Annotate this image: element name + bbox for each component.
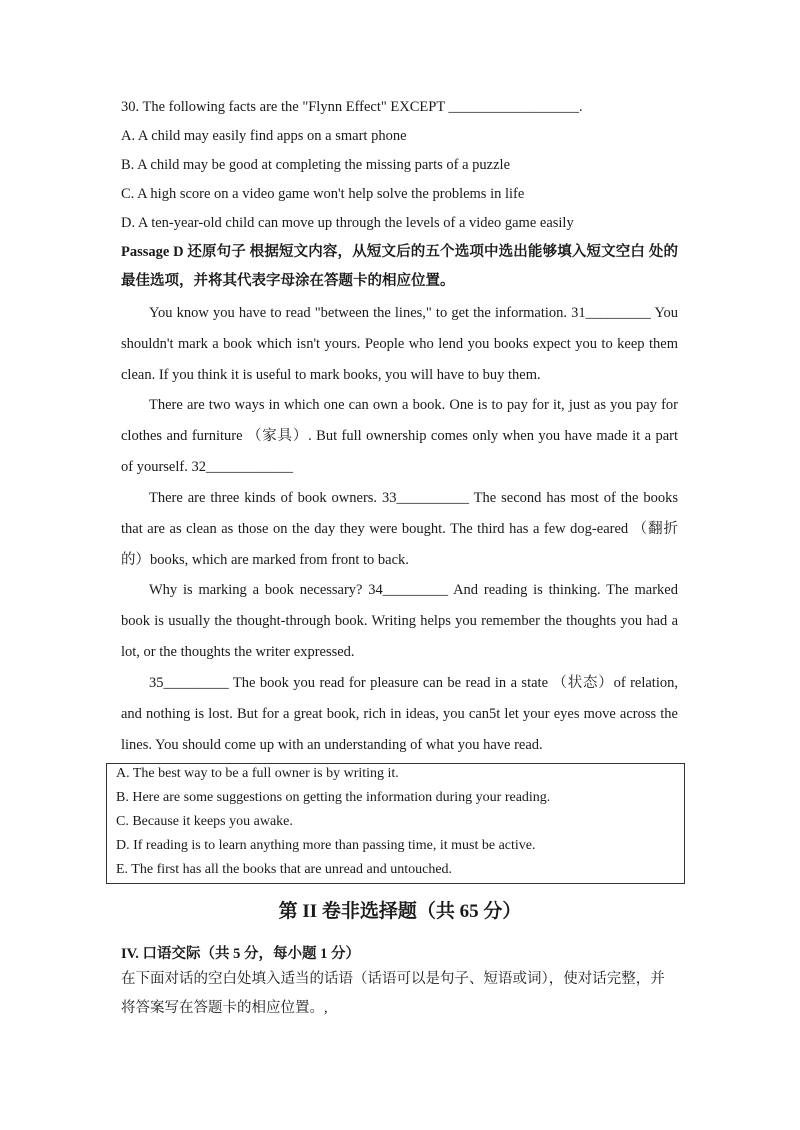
section-2-title: 第 II 卷非选择题（共 65 分） — [278, 901, 522, 922]
question-30-option-d: D. A ten-year-old child can move up through the levels of a video game easily — [121, 215, 574, 231]
passage-options-box — [106, 763, 685, 884]
passage-option-a: A. The best way to be a full owner is by writing it. — [116, 766, 399, 781]
question-30-stem: 30. The following facts are the "Flynn Effect" EXCEPT __________________. — [121, 99, 583, 115]
passage-paragraph-5: 35_________ The book you read for pleasure can be read in a state （状态）of relation, and nothing is lost. But for a great book, rich in ideas, you can5t let your eyes move across the lines. You should come up with an understanding of what you have read. — [121, 675, 678, 753]
part-4-instruction: 在下面对话的空白处填入适当的话语（话语可以是句子、短语或词），使对话完整，并将答案写在答题卡的相应位置。, — [121, 971, 665, 1016]
passage-paragraph-3: There are three kinds of book owners. 33__________ The second has most of the books that are as clean as those on the day they were bought. The third has a few dog-eared （翻折的）books, which are marked from front to back. — [121, 490, 678, 568]
passage-option-e: E. The first has all the books that are unread and untouched. — [116, 862, 453, 877]
passage-option-d: D. If reading is to learn anything more than passing time, it must be active. — [116, 838, 536, 853]
passage-d-heading: Passage D 还原句子 根据短文内容，从短文后的五个选项中选出能够填入短文空白 处的最佳选项，并将其代表字母涂在答题卡的相应位置。 — [121, 244, 678, 289]
passage-paragraph-2: There are two ways in which one can own a book. One is to pay for it, just as you pay for clothes and furniture （家具）. But full ownership comes only when you have made it a part of yourself. 32____________ — [121, 397, 678, 475]
passage-option-c: C. Because it keeps you awake. — [116, 814, 293, 829]
question-30-option-a: A. A child may easily find apps on a smart phone — [121, 128, 407, 144]
question-30-option-c: C. A high score on a video game won't help solve the problems in life — [121, 186, 525, 202]
passage-option-b: B. Here are some suggestions on getting the information during your reading. — [116, 790, 551, 805]
question-30-option-b: B. A child may be good at completing the missing parts of a puzzle — [121, 157, 511, 173]
passage-paragraph-4: Why is marking a book necessary? 34_________ And reading is thinking. The marked book is usually the thought-through book. Writing helps you remember the thoughts you had a lot, or the thoughts the writer expressed. — [121, 582, 678, 660]
part-4-heading: IV. 口语交际（共 5 分，每小题 1 分） — [121, 946, 360, 962]
passage-paragraph-1: You know you have to read "between the lines," to get the information. 31_________ You shouldn't mark a book which isn't yours. People who lend you books expect you to keep them clean. If you think it is useful to mark books, you will have to buy them. — [121, 305, 678, 383]
